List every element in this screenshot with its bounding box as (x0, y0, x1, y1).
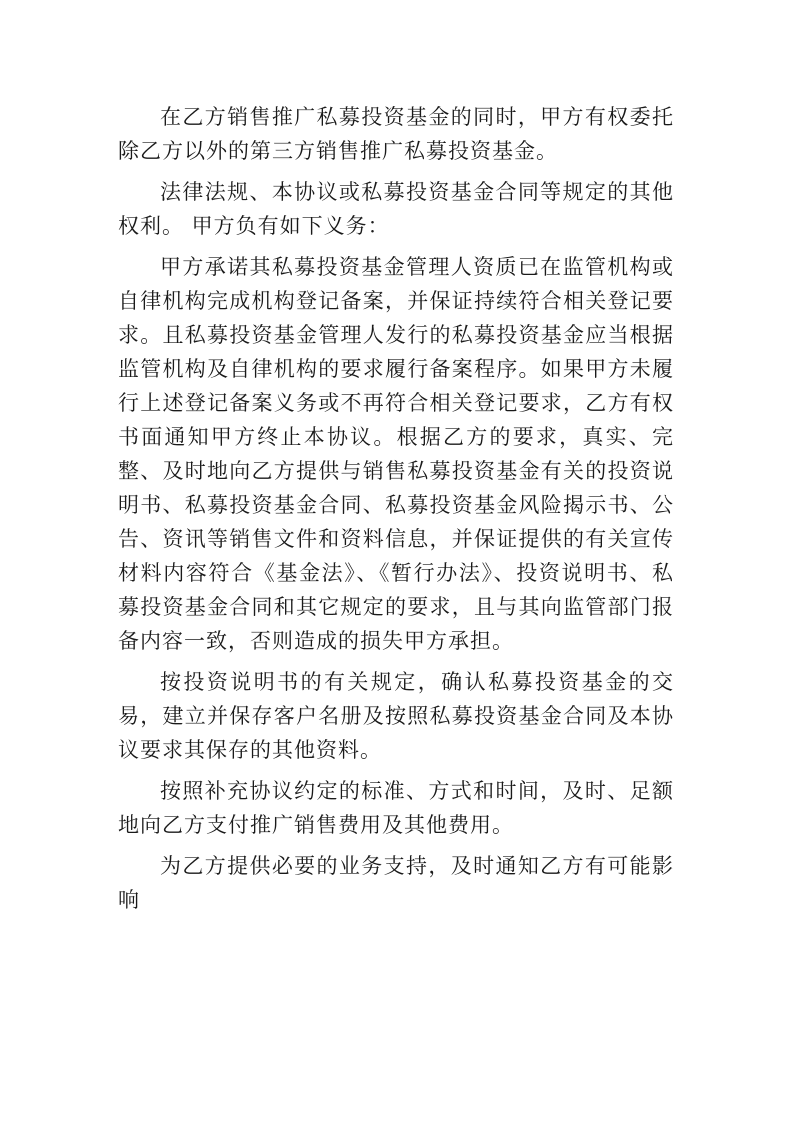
paragraph-4: 按投资说明书的有关规定，确认私募投资基金的交易，建立并保存客户名册及按照私募投资基金合同及本协议要求其保存的其他资料。 (118, 670, 674, 762)
paragraph-6: 为乙方提供必要的业务支持，及时通知乙方有可能影响 (118, 854, 674, 912)
paragraph-2: 法律法规、本协议或私募投资基金合同等规定的其他权利。 甲方负有如下义务： (118, 180, 674, 238)
paragraph-3: 甲方承诺其私募投资基金管理人资质已在监管机构或自律机构完成机构登记备案，并保证持续符合相关登记要求。且私募投资基金管理人发行的私募投资基金应当根据监管机构及自律机构的要求履行备案程序。如果甲方未履行上述登记备案义务或不再符合相关登记要求，乙方有权书面通知甲方终止本协议。根据乙方的要求，真实、完整、及时地向乙方提供与销售私募投资基金有关的投资说明书、私募投资基金合同、私募投资基金风险揭示书、公告、资讯等销售文件和资料信息，并保证提供的有关宣传材料内容符合《基金法》、《暂行办法》、投资说明书、私募投资基金合同和其它规定的要求，且与其向监管部门报备内容一致，否则造成的损失甲方承担。 (118, 255, 674, 653)
paragraph-1: 在乙方销售推广私募投资基金的同时，甲方有权委托除乙方以外的第三方销售推广私募投资基金。 (118, 105, 674, 163)
document-body (118, 100, 674, 924)
paragraph-5: 按照补充协议约定的标准、方式和时间，及时、足额地向乙方支付推广销售费用及其他费用。 (118, 779, 674, 837)
